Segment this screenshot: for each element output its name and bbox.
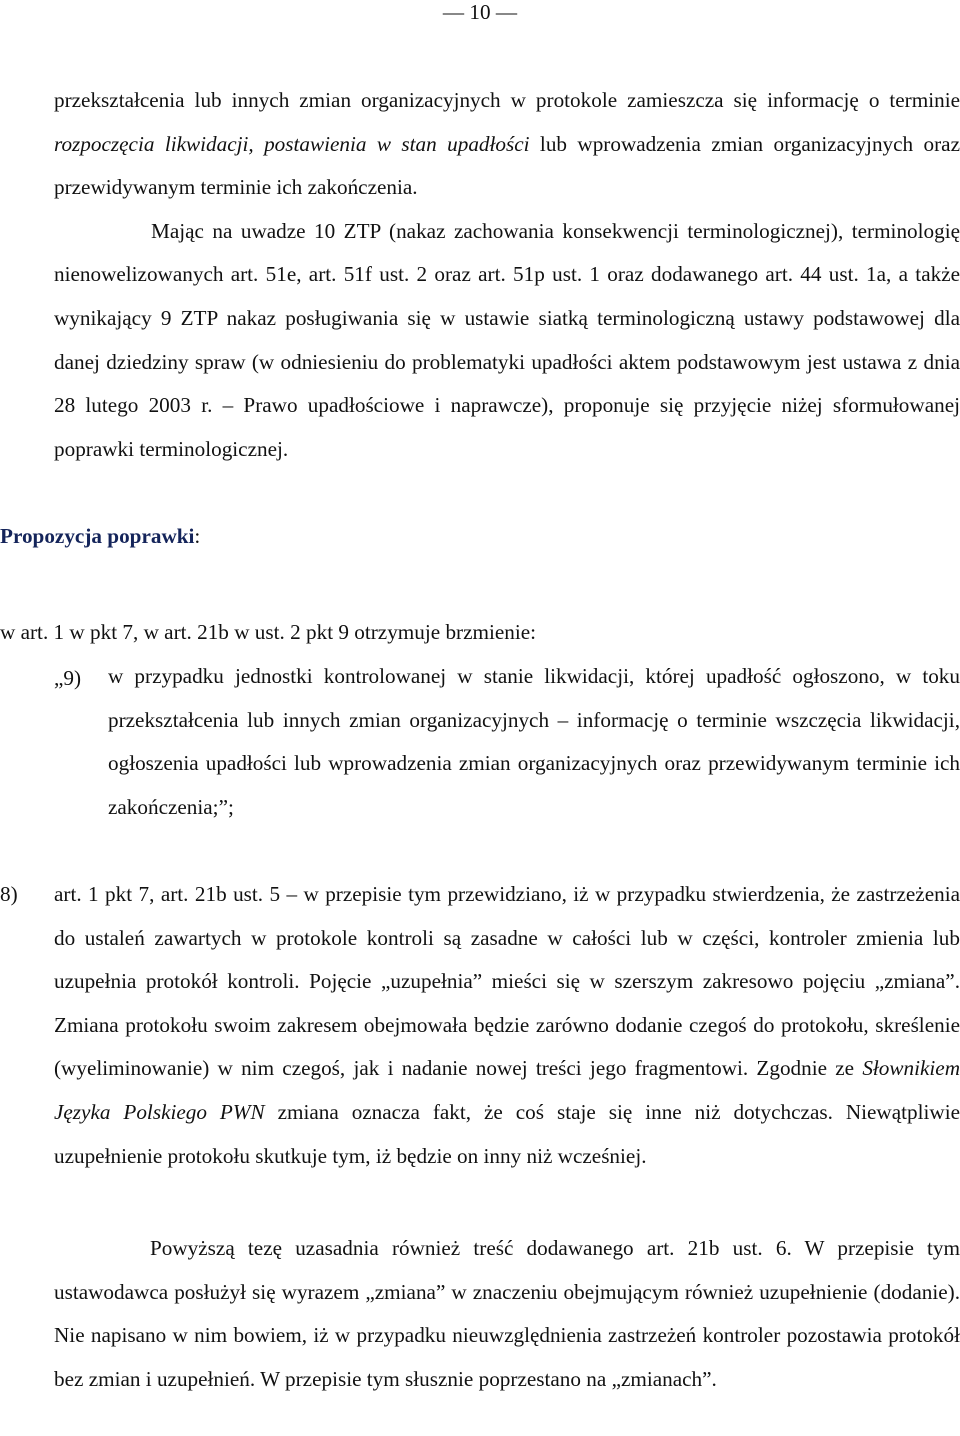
- amendment-heading-colon: :: [194, 524, 201, 548]
- list-item-number: 8): [0, 882, 18, 906]
- amendment-lead: [0, 611, 960, 654]
- point-8-second-paragraph: [54, 1227, 960, 1401]
- amendment-lead-text: w art. 1 w pkt 7, w art. 21b w ust. 2 pkt 9 otrzymuje brzmienie:: [0, 620, 537, 644]
- amendment-heading-label: Propozycja poprawki: [0, 524, 195, 548]
- amendment-quoted-text: w przypadku jednostki kontrolowanej w stanie likwidacji, której upadłość ogłoszono, w toku przekształcenia lub innych zmian organizacyjnych – informację o terminie wszczęcia likwidacji, ogłoszenia upadłości lub wprowadzenia zmian organizacyjnych oraz przewidywanym terminie ich zakończenia;”;: [108, 664, 960, 819]
- amendment-item-marker: „9): [54, 666, 82, 690]
- italic-run: rozpoczęcia likwidacji, postawienia w stan upadłości: [54, 131, 530, 156]
- italic-run: Słownikiem Języka Polskiego PWN: [54, 1056, 960, 1124]
- text-run: przekształcenia lub innych zmian organizacyjnych w protokole zamieszcza się informację o terminie: [54, 88, 960, 112]
- text-run: lub wprowadzenia zmian organizacyjnych oraz przewidywanym terminie ich zakończenia.: [54, 131, 960, 200]
- point-8-paragraph: [54, 873, 960, 1178]
- intro-rationale-text: Mając na uwadze 10 ZTP (nakaz zachowania konsekwencji terminologicznej), terminologię nienowelizowanych art. 51e, art. 51f ust. 2 oraz art. 51p ust. 1 oraz dodawanego art. 44 ust. 1a, a także wynikający 9 ZTP nakaz posługiwania się w ustawie siatką terminologiczną ustawy podstawowej dla danej dziedziny spraw (w odniesieniu do problematyki upadłości aktem podstawowym jest ustawa z dnia 28 lutego 2003 r. – Prawo upadłościowe i naprawcze), proponuje się przyjęcie niżej sformułowanej poprawki terminologicznej.: [54, 218, 960, 461]
- amendment-heading: [0, 515, 200, 558]
- intro-paragraph: [54, 79, 960, 471]
- text-run: art. 1 pkt 7, art. 21b ust. 5 – w przepisie tym przewidziano, iż w przypadku stwierdzenia, że zastrzeżenia do ustaleń zawartych w protokole kontroli są zasadne w całości lub w części, kontroler zmienia lub uzupełnia protokół kontroli. Pojęcie „uzupełnia” mieści się w szerszym zakresowo pojęciu „zmiana”. Zmiana protokołu swoim zakresem obejmowała będzie zarówno dodanie czegoś do protokołu, skreślenie (wyeliminowanie) w nim czegoś, jak i nadanie nowej treści jego fragmentowi. Zgodnie ze: [54, 882, 960, 1081]
- point-8-text: [54, 882, 960, 1168]
- page-number: — 10 —: [442, 0, 518, 24]
- text-run: zmiana oznacza fakt, że coś staje się inne niż dotychczas. Niewątpliwie uzupełnienie protokołu skutkuje tym, iż będzie on inny niż wcześniej.: [54, 1099, 960, 1168]
- intro-text: [54, 88, 960, 199]
- point-8-second-text: Powyższą tezę uzasadnia również treść dodawanego art. 21b ust. 6. W przepisie tym ustawodawca posłużył się wyrazem „zmiana” w znaczeniu obejmującym również uzupełnienie (dodanie). Nie napisano w nim bowiem, iż w przypadku nieuwzględnienia zastrzeżeń kontroler pozostawia protokół bez zmian i uzupełnień. W przepisie tym słusznie poprzestano na „zmianach”.: [54, 1236, 960, 1391]
